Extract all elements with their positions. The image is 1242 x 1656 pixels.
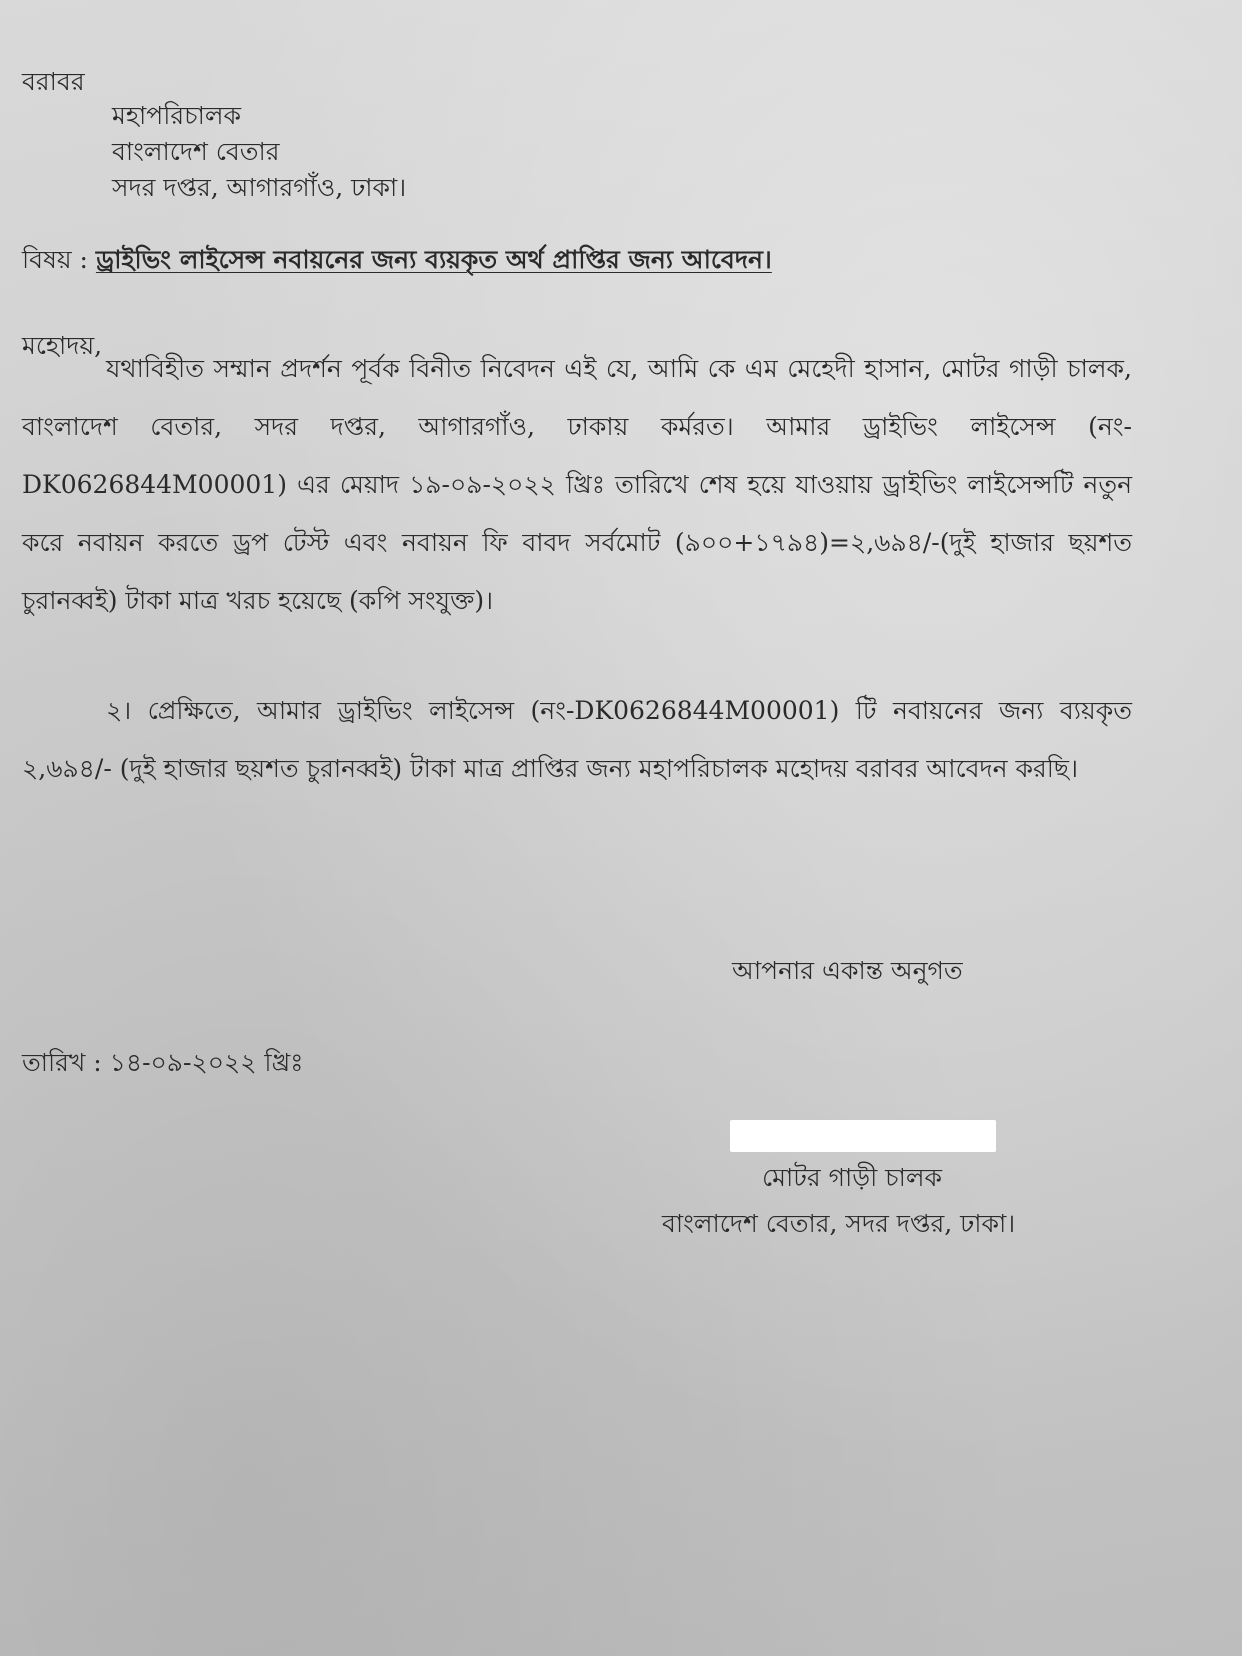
subject-text: ড্রাইভিং লাইসেন্স নবায়নের জন্য ব্যয়কৃত অর্থ প্রাপ্তির জন্য আবেদন। [95, 245, 772, 274]
signatory-designation: মোটর গাড়ী চালক [762, 1163, 943, 1192]
recipient-title: মহাপরিচালক [112, 101, 241, 130]
subject-line [22, 244, 772, 276]
salutation-to: বরাবর [22, 67, 85, 96]
recipient-organization: বাংলাদেশ বেতার [112, 137, 280, 166]
closing-line: আপনার একান্ত অনুগত [732, 956, 963, 985]
subject-label: বিষয় : [22, 245, 88, 274]
recipient-address: সদর দপ্তর, আগারগাঁও, ঢাকা। [112, 173, 407, 202]
body-paragraph-1: যথাবিহীত সম্মান প্রদর্শন পূর্বক বিনীত নিবেদন এই যে, আমি কে এম মেহেদী হাসান, মোটর গাড়ী চালক, বাংলাদেশ বেতার, সদর দপ্তর, আগারগাঁও, ঢাকায় কর্মরত। আমার ড্রাইভিং লাইসেন্স (নং-DK0626844M00001) এর মেয়াদ ১৯-০৯-২০২২ খ্রিঃ তারিখে শেষ হয়ে যাওয়ায় ড্রাইভিং লাইসেন্সটি নতুন করে নবায়ন করতে ড্রপ টেস্ট এবং নবায়ন ফি বাবদ সর্বমোট (৯০০+১৭৯৪)=২,৬৯৪/-(দুই হাজার ছয়শত চুরানব্বই) টাকা মাত্র খরচ হয়েছে (কপি সংযুক্ত)। [22, 354, 1132, 615]
date-line: তারিখ : ১৪-০৯-২০২২ খ্রিঃ [22, 1048, 304, 1077]
body-paragraph-2: ২। প্রেক্ষিতে, আমার ড্রাইভিং লাইসেন্স (নং-DK0626844M00001) টি নবায়নের জন্য ব্যয়কৃত ২,৬৯৪/- (দুই হাজার ছয়শত চুরানব্বই) টাকা মাত্র প্রাপ্তির জন্য মহাপরিচালক মহোদয় বরাবর আবেদন করছি। [22, 696, 1132, 783]
signatory-office: বাংলাদেশ বেতার, সদর দপ্তর, ঢাকা। [662, 1209, 1016, 1238]
greeting: মহোদয়, [22, 331, 103, 360]
redacted-signature [730, 1120, 996, 1152]
